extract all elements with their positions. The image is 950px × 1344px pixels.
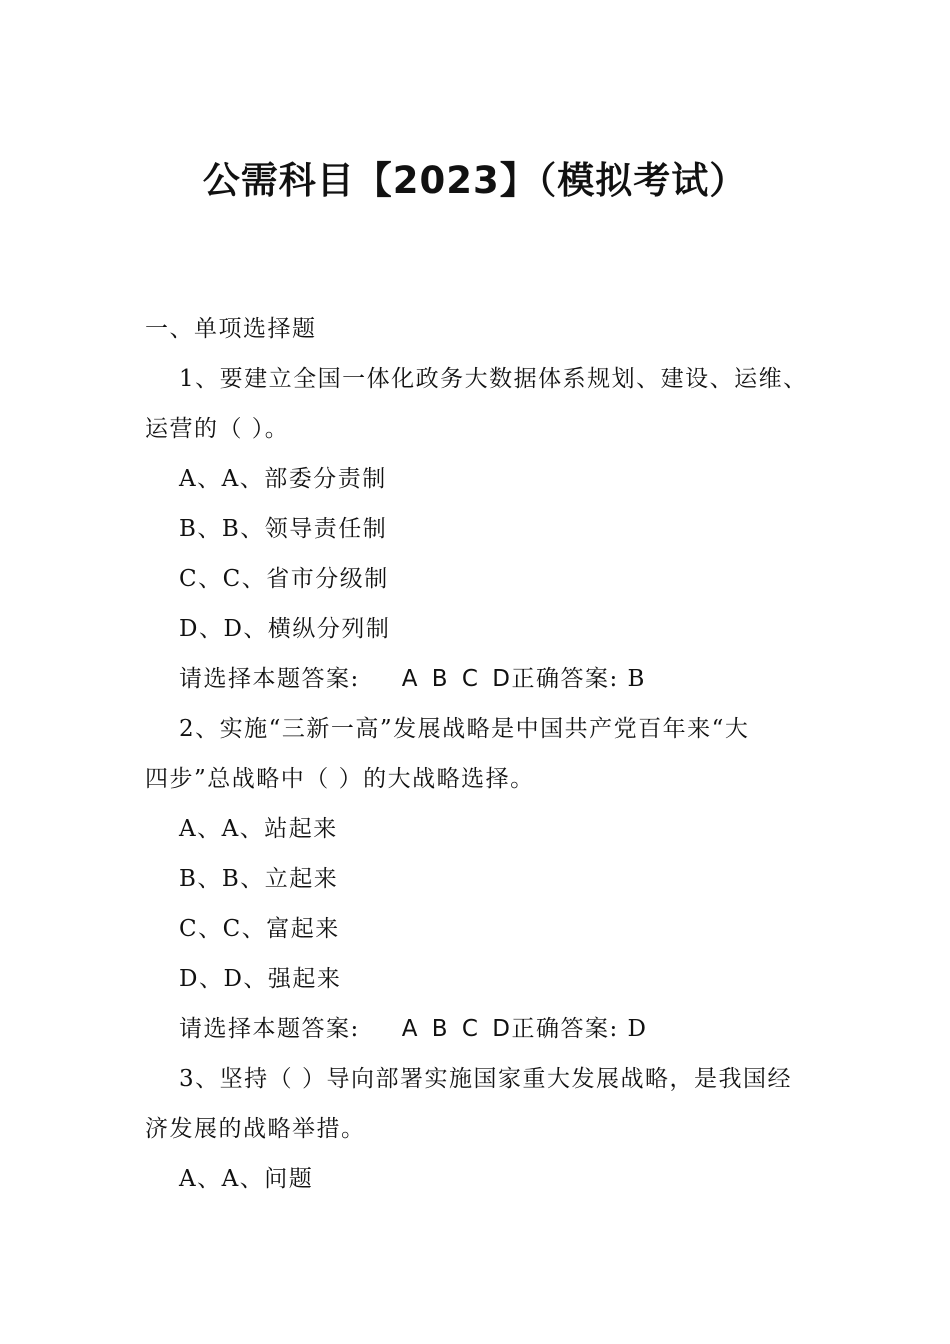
- answer-choices[interactable]: A B C D: [401, 1016, 512, 1042]
- question-2-answer-row: [145, 1004, 825, 1054]
- answer-prompt: 请选择本题答案:: [179, 1016, 360, 1042]
- question-2-option-b[interactable]: B、B、立起来: [179, 866, 339, 892]
- answer-choices[interactable]: A B C D: [401, 666, 512, 692]
- question-2-option-d[interactable]: D、D、强起来: [179, 966, 342, 992]
- question-2-option-a[interactable]: A、A、站起来: [179, 816, 338, 842]
- question-1-option-a[interactable]: A、A、部委分责制: [179, 466, 387, 492]
- answer-prompt: 请选择本题答案:: [179, 666, 360, 692]
- question-1-answer-row: [145, 654, 825, 704]
- question-2-option-c[interactable]: C、C、富起来: [179, 916, 340, 942]
- question-3-line-1: 3、坚持（ ）导向部署实施国家重大发展战略，是我国经: [179, 1066, 792, 1092]
- question-1-line-2: 运营的（ ）。: [145, 416, 290, 442]
- question-2-line-2: 四步”总战略中（ ）的大战略选择。: [145, 766, 535, 792]
- question-1-option-d[interactable]: D、D、横纵分列制: [179, 616, 391, 642]
- section-heading: 一、单项选择题: [145, 316, 317, 342]
- question-3-line-2: 济发展的战略举措。: [145, 1116, 366, 1142]
- correct-answer: 正确答案: B: [511, 666, 646, 692]
- document-content: [145, 304, 825, 1204]
- question-3-option-a[interactable]: A、A、问题: [179, 1166, 314, 1192]
- question-1-option-c[interactable]: C、C、省市分级制: [179, 566, 389, 592]
- correct-answer: 正确答案: D: [511, 1016, 648, 1042]
- question-2-line-1: 2、实施“三新一高”发展战略是中国共产党百年来“大: [179, 716, 750, 742]
- question-1-line-1: 1、要建立全国一体化政务大数据体系规划、建设、运维、: [179, 366, 808, 392]
- document-title: 公需科目【2023】（模拟考试）: [202, 159, 748, 202]
- question-1-option-b[interactable]: B、B、领导责任制: [179, 516, 388, 542]
